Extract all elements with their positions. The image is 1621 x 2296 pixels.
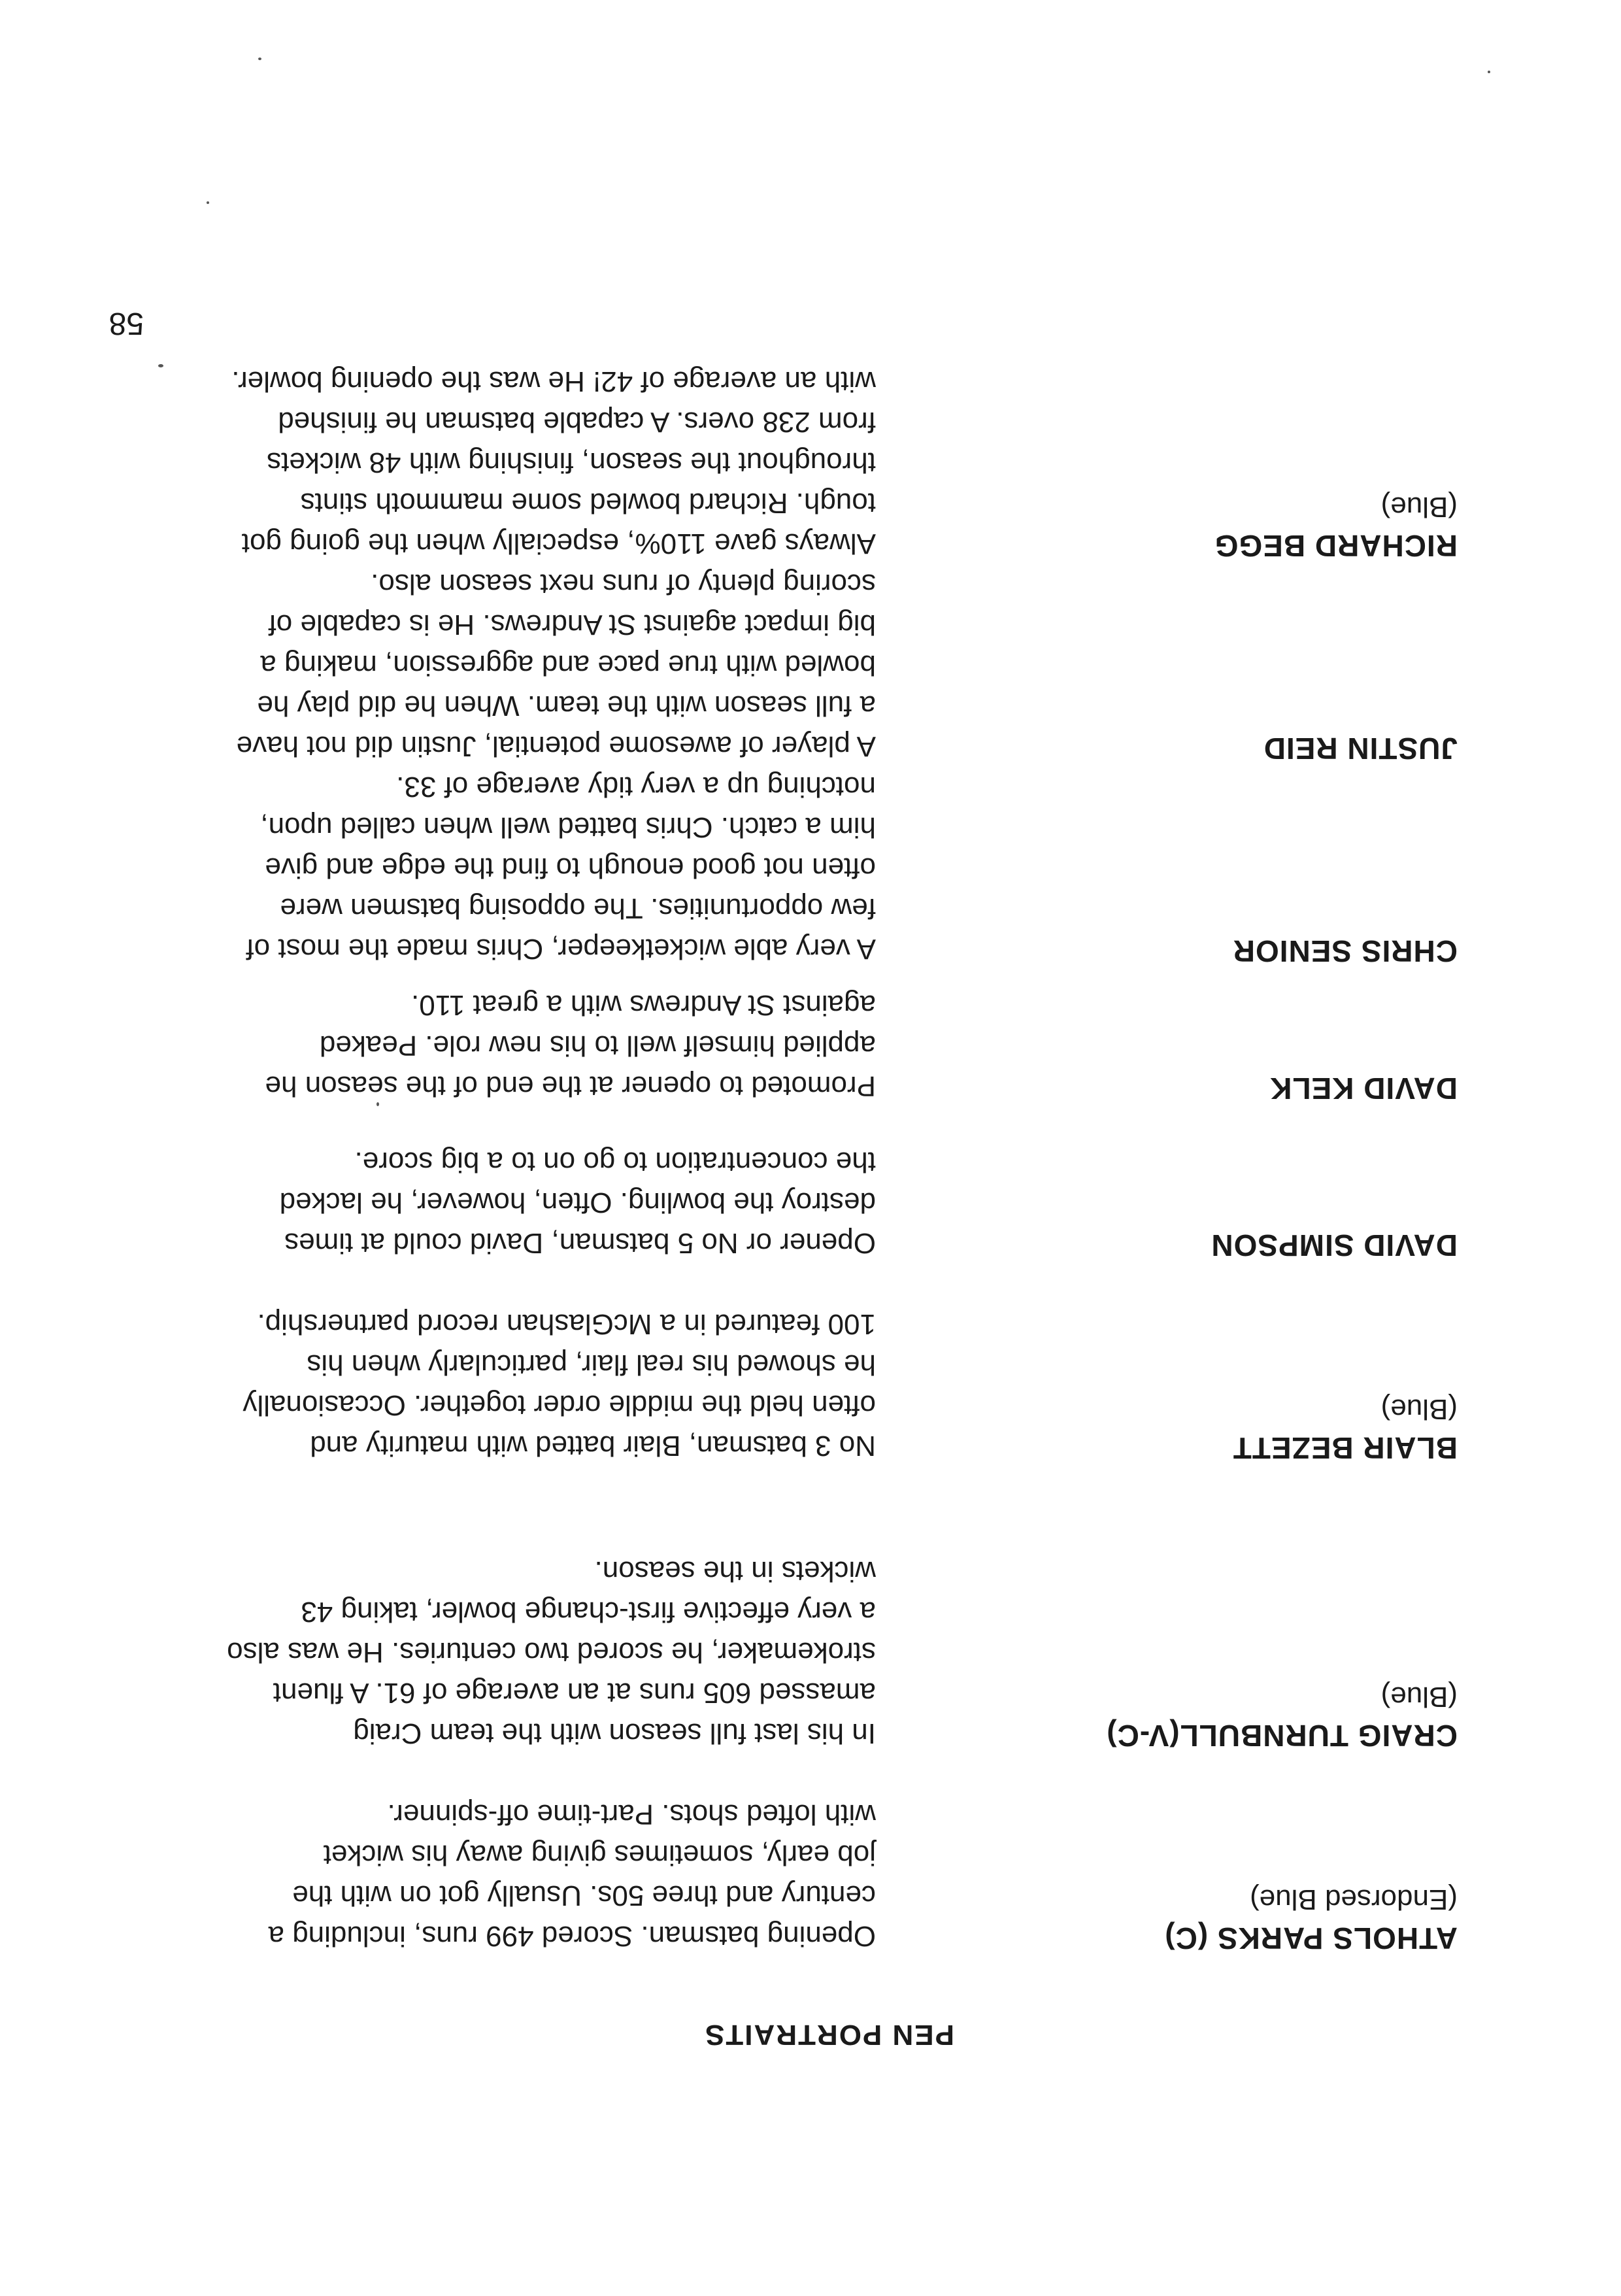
- description-line: job early, sometimes giving away his wicket: [323, 1839, 876, 1871]
- description-line: A very able wicketkeeper, Chris made the most of: [246, 933, 876, 965]
- description-line: with an average of 42! He was the opening bowler.: [231, 365, 876, 397]
- player-description: [183, 766, 876, 969]
- player-name: CHRIS SENIOR: [1232, 934, 1458, 968]
- description-line: wickets in the season.: [594, 1555, 876, 1587]
- description-line: against St Andrews with a great 110.: [411, 989, 876, 1021]
- player-description: [183, 1794, 876, 1956]
- description-line: applied himself well to his new role. Peaked: [319, 1030, 876, 1062]
- player-name: DAVID SIMPSON: [1211, 1228, 1458, 1262]
- page-title: PEN PORTRAITS: [704, 2019, 954, 2051]
- player-description: [183, 1551, 876, 1753]
- description-line: amassed 605 runs at an average of 61. A fluent: [273, 1677, 876, 1709]
- player-description: [183, 564, 876, 766]
- player-affiliation: (Blue): [1380, 491, 1458, 523]
- player-name: DAVID KELK: [1269, 1072, 1458, 1106]
- scan-speck: [158, 364, 163, 367]
- description-line: 100 featured in a McGlashan record partnership.: [257, 1308, 876, 1340]
- description-line: tough. Richard bowled some mammoth stints: [300, 487, 876, 519]
- player-name: ATHOLS PARKS (C): [1164, 1921, 1458, 1955]
- description-line: scoring plenty of runs next season also.: [371, 568, 876, 600]
- description-line: with lofted shots. Part-time off-spinner.: [387, 1798, 876, 1831]
- description-line: from 238 overs. A capable batsman he finished: [278, 406, 876, 438]
- player-description: [183, 985, 876, 1106]
- description-line: In his last full season with the team Craig: [353, 1717, 876, 1749]
- page-number: 58: [109, 306, 144, 341]
- description-line: Promoted to opener at the end of the season he: [265, 1070, 876, 1102]
- scan-speck: [376, 1102, 379, 1106]
- player-name: JUSTIN REID: [1263, 732, 1458, 766]
- player-affiliation: (Blue): [1380, 1681, 1458, 1713]
- description-line: him a catch. Chris batted well when called upon,: [260, 811, 876, 843]
- description-line: often held the middle order together. Occasionally: [242, 1389, 876, 1421]
- description-line: a very effective first-change bowler, taking 43: [301, 1596, 876, 1628]
- description-line: Opening batsman. Scored 499 runs, including a: [268, 1920, 876, 1952]
- description-line: No 3 batsman, Blair batted with maturity and: [310, 1430, 876, 1462]
- description-line: few opportunities. The opposing batsmen were: [280, 892, 876, 924]
- description-line: notching up a very tidy average of 33.: [396, 771, 876, 803]
- player-description: [183, 1304, 876, 1466]
- player-affiliation: (Blue): [1380, 1393, 1458, 1425]
- description-line: he showed his real flair, particularly when his: [307, 1349, 876, 1381]
- description-line: often not good enough to find the edge and give: [265, 852, 876, 884]
- player-description: [183, 1141, 876, 1263]
- description-line: century and three 50s. Usually got on with the: [292, 1880, 876, 1912]
- player-affiliation: (Endorsed Blue): [1250, 1883, 1458, 1916]
- description-line: a full season with the team. When he did play he: [257, 690, 876, 722]
- player-name: CRAIG TURNBULL(V-C): [1106, 1719, 1458, 1753]
- description-line: destroy the bowling. Often, however, he lacked: [279, 1187, 876, 1219]
- player-name: RICHARD BEGG: [1214, 529, 1458, 563]
- description-line: Opener or No 5 batsman, David could at times: [284, 1227, 876, 1259]
- scan-speck: [207, 201, 209, 204]
- description-line: throughout the season, finishing with 48 wickets: [267, 447, 876, 479]
- description-line: Always gave 110%, especially when the going got: [241, 528, 876, 560]
- description-line: strokemaker, he scored two centuries. He was also: [227, 1636, 876, 1668]
- player-name: BLAIR BEZETT: [1232, 1431, 1458, 1465]
- description-line: the concentration to go on to a big score.: [354, 1146, 876, 1178]
- player-description: [183, 361, 876, 564]
- scan-speck: [258, 58, 261, 60]
- description-line: big impact against St Andrews. He is capable of: [268, 609, 876, 641]
- description-line: A player of awesome potential, Justin did not have: [236, 730, 876, 762]
- scan-speck: [1488, 71, 1490, 73]
- description-line: bowled with true pace and aggression, making a: [260, 649, 876, 681]
